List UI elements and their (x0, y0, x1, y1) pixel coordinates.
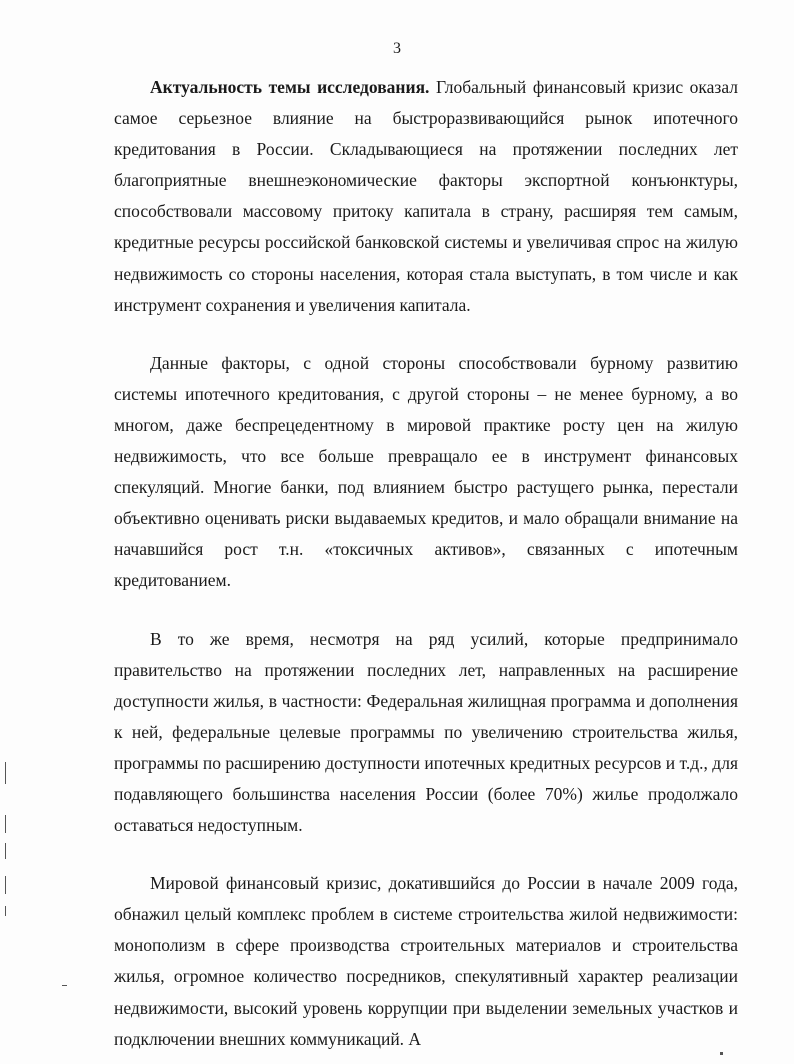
body-text (114, 72, 738, 1055)
paragraph-text: Глобальный финансовый кризис оказал самое серьезное влияние на быстроразвивающийся рынок ипотечного кредитования в России. Складывающиеся на протяжении последних лет благоприятные внешнеэкономические факторы экспортной конъюнктуры, способствовали массовому притоку капитала в страну, расширяя тем самым, кредитные ресурсы российской банковской системы и увеличивая спрос на жилую недвижимость со стороны населения, которая стала выступать, в том числе и как инструмент сохранения и увеличения капитала. (114, 77, 739, 315)
paragraph-1 (114, 72, 738, 321)
scan-artifact (5, 906, 6, 916)
section-heading: Актуальность темы исследования. (150, 77, 430, 97)
scan-artifact (5, 876, 6, 894)
paragraph-text: В то же время, несмотря на ряд усилий, которые предпринимало правительство на протяжении последних лет, направленных на расширение доступности жилья, в частности: Федеральная жилищная программа и дополнения к ней, федеральные целевые программы по увеличению строительства жилья, программы по расширению доступности ипотечных кредитных ресурсов и т.д., для подавляющего большинства населения России (более 70%) жилье продолжало оставаться недоступным. (114, 628, 738, 836)
page-number: 3 (393, 40, 401, 57)
scan-artifact (5, 843, 6, 859)
paragraph-text: Данные факторы, с одной стороны способствовали бурному развитию системы ипотечного кредитования, с другой стороны – не менее бурному, а во многом, даже беспрецедентному в мировой практике росту цен на жилую недвижимость, что все больше превращало ее в инструмент финансовых спекуляций. Многие банки, под влиянием быстро растущего рынка, перестали объективно оценивать риски выдаваемых кредитов, и мало обращали внимание на начавшийся рост т.н. «токсичных активов», связанных с ипотечным кредитованием. (114, 352, 738, 591)
paragraph-4 (114, 868, 738, 1055)
scan-artifact (720, 1052, 723, 1055)
paragraph-3 (114, 624, 738, 842)
scan-artifact (5, 762, 6, 784)
paragraph-2 (114, 348, 738, 597)
scan-artifact (62, 985, 67, 986)
scan-artifact (5, 815, 6, 833)
paragraph-text: Мировой финансовый кризис, докатившийся до России в начале 2009 года, обнажил целый комплекс проблем в системе строительства жилой недвижимости: монополизм в сфере производства строительных материалов и строительства жилья, огромное количество посредников, спекулятивный характер реализации недвижимости, высокий уровень коррупции при выделении земельных участков и подключении внешних коммуникаций. А (114, 873, 738, 1049)
